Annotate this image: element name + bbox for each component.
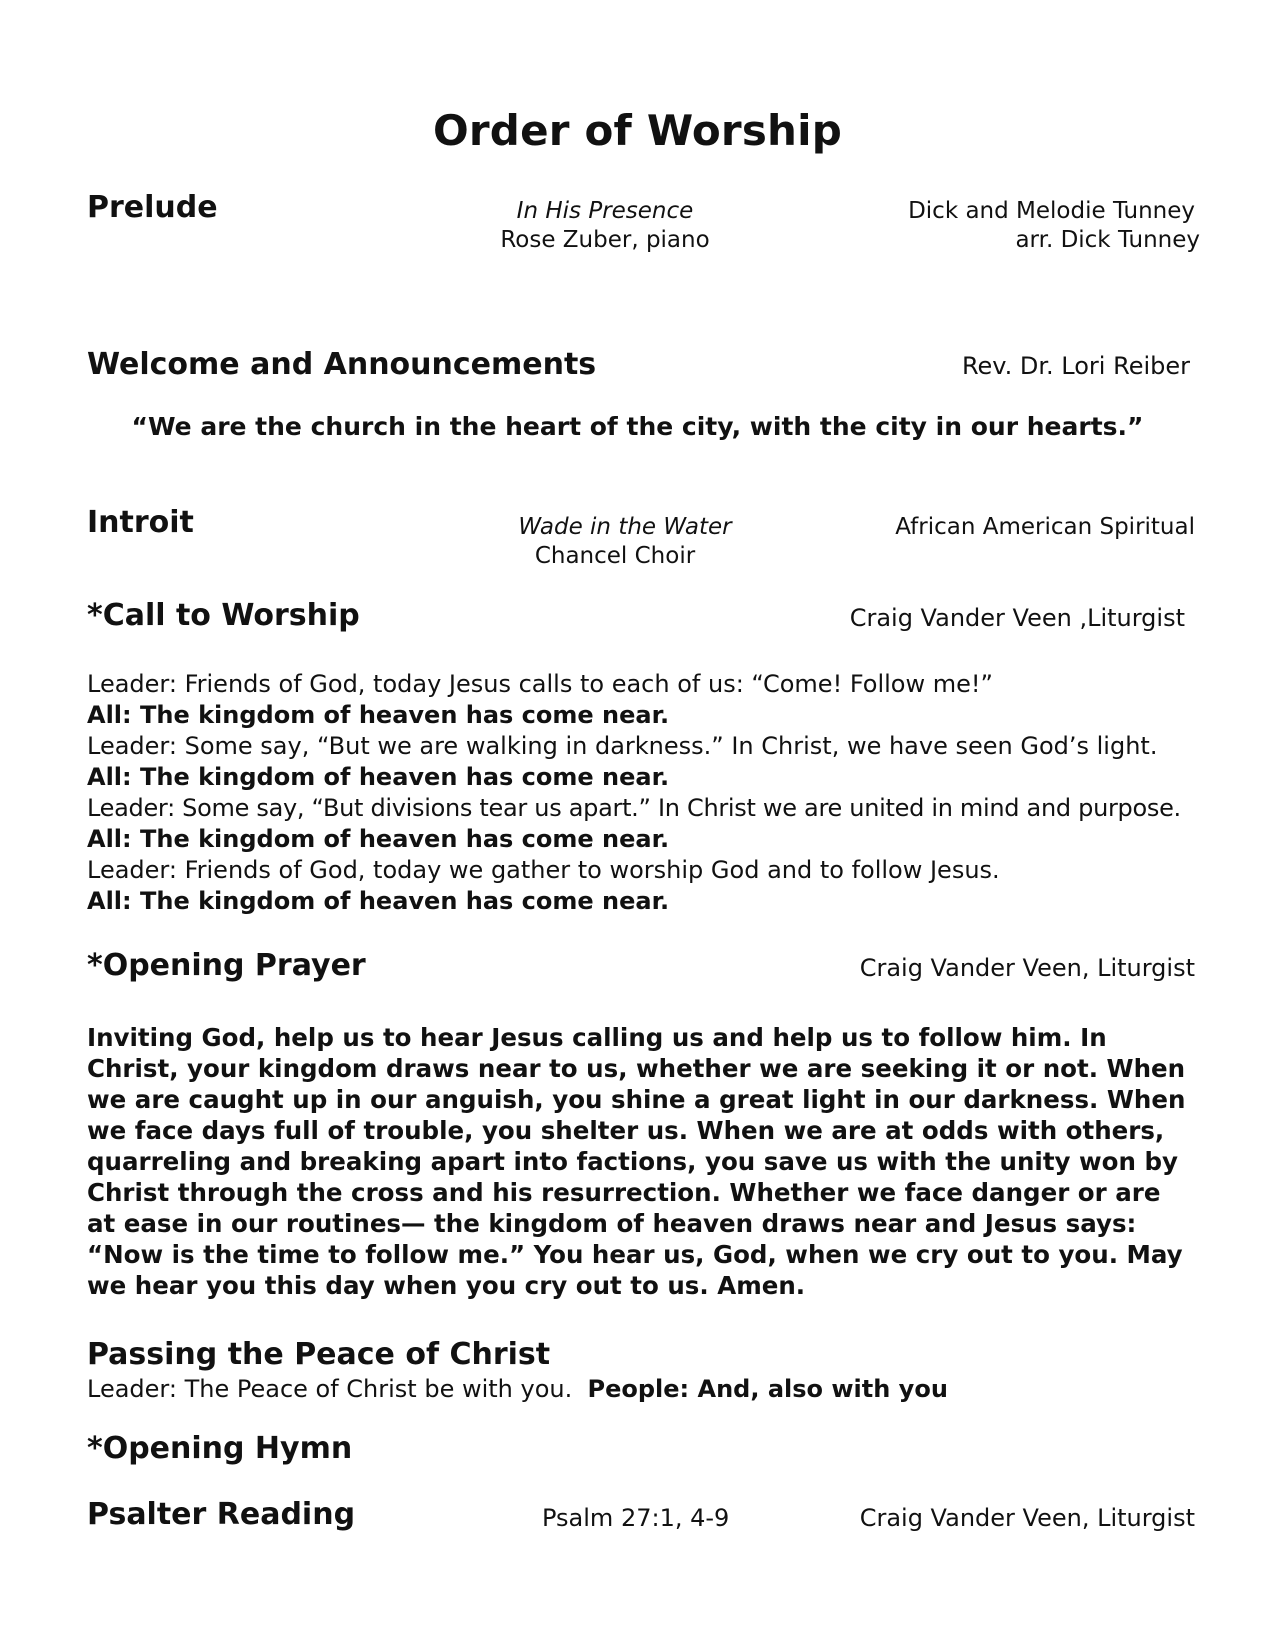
litany-response-line: All: The kingdom of heaven has come near. [87, 825, 670, 853]
opening-hymn-heading: *Opening Hymn [87, 1431, 353, 1466]
page-title: Order of Worship [432, 106, 842, 155]
litany-leader-line: Leader: Some say, “But divisions tear us apart.” In Christ we are united in mind and purpose. [87, 794, 1181, 822]
psalter-reference: Psalm 27:1, 4-9 [542, 1504, 730, 1532]
introit-performer: Chancel Choir [534, 543, 696, 569]
peace-leader-text: Leader: The Peace of Christ be with you. [87, 1375, 573, 1403]
call-to-worship-heading: *Call to Worship [87, 598, 360, 633]
welcome-leader: Rev. Dr. Lori Reiber [961, 352, 1190, 380]
litany-response-line: All: The kingdom of heaven has come near. [87, 763, 670, 791]
prelude-performer: Rose Zuber, piano [500, 227, 710, 253]
introit-piece: Wade in the Water [518, 514, 732, 540]
litany-leader-line: Leader: Some say, “But we are walking in darkness.” In Christ, we have seen God’s light. [87, 732, 1158, 760]
peace-exchange-line [87, 1375, 948, 1403]
opening-prayer-leader: Craig Vander Veen, Liturgist [859, 954, 1195, 982]
litany-leader-line: Leader: Friends of God, today Jesus calls to each of us: “Come! Follow me!” [87, 670, 993, 698]
introit-heading: Introit [87, 505, 194, 540]
prelude-piece: In His Presence [516, 198, 694, 224]
church-motto: “We are the church in the heart of the city, with the city in our hearts.” [131, 412, 1144, 441]
prelude-heading: Prelude [87, 190, 218, 225]
litany-leader-line: Leader: Friends of God, today we gather to worship God and to follow Jesus. [87, 856, 1000, 884]
call-to-worship-leader: Craig Vander Veen ,Liturgist [849, 604, 1185, 632]
prelude-arranger: arr. Dick Tunney [1015, 227, 1200, 253]
prelude-composer: Dick and Melodie Tunney [908, 198, 1195, 224]
peace-people-text: People: And, also with you [587, 1375, 948, 1403]
litany-response-line: All: The kingdom of heaven has come near. [87, 701, 670, 729]
introit-composer: African American Spiritual [895, 514, 1195, 540]
litany-response-line: All: The kingdom of heaven has come near. [87, 887, 670, 915]
psalter-heading: Psalter Reading [87, 1497, 356, 1532]
welcome-heading: Welcome and Announcements [87, 347, 597, 382]
opening-prayer-text: Inviting God, help us to hear Jesus calling us and help us to follow him. In Christ, your kingdom draws near to us, whether we are seeking it or not. When we are caught up in our anguish, you shine a great light in our darkness. When we face days full of trouble, you shelter us. When we are at odds with others, quarreling and breaking apart into factions, you save us with the unity won by Christ through the cross and his resurrection. Whether we face danger or are at ease in our routines— the kingdom of heaven draws near and Jesus says: “Now is the time to follow me.” You hear us, God, when we cry out to you. May we hear you this day when you cry out to us. Amen. [87, 1023, 1186, 1300]
opening-prayer-heading: *Opening Prayer [87, 948, 366, 983]
psalter-leader: Craig Vander Veen, Liturgist [859, 1504, 1195, 1532]
passing-peace-heading: Passing the Peace of Christ [87, 1337, 551, 1372]
